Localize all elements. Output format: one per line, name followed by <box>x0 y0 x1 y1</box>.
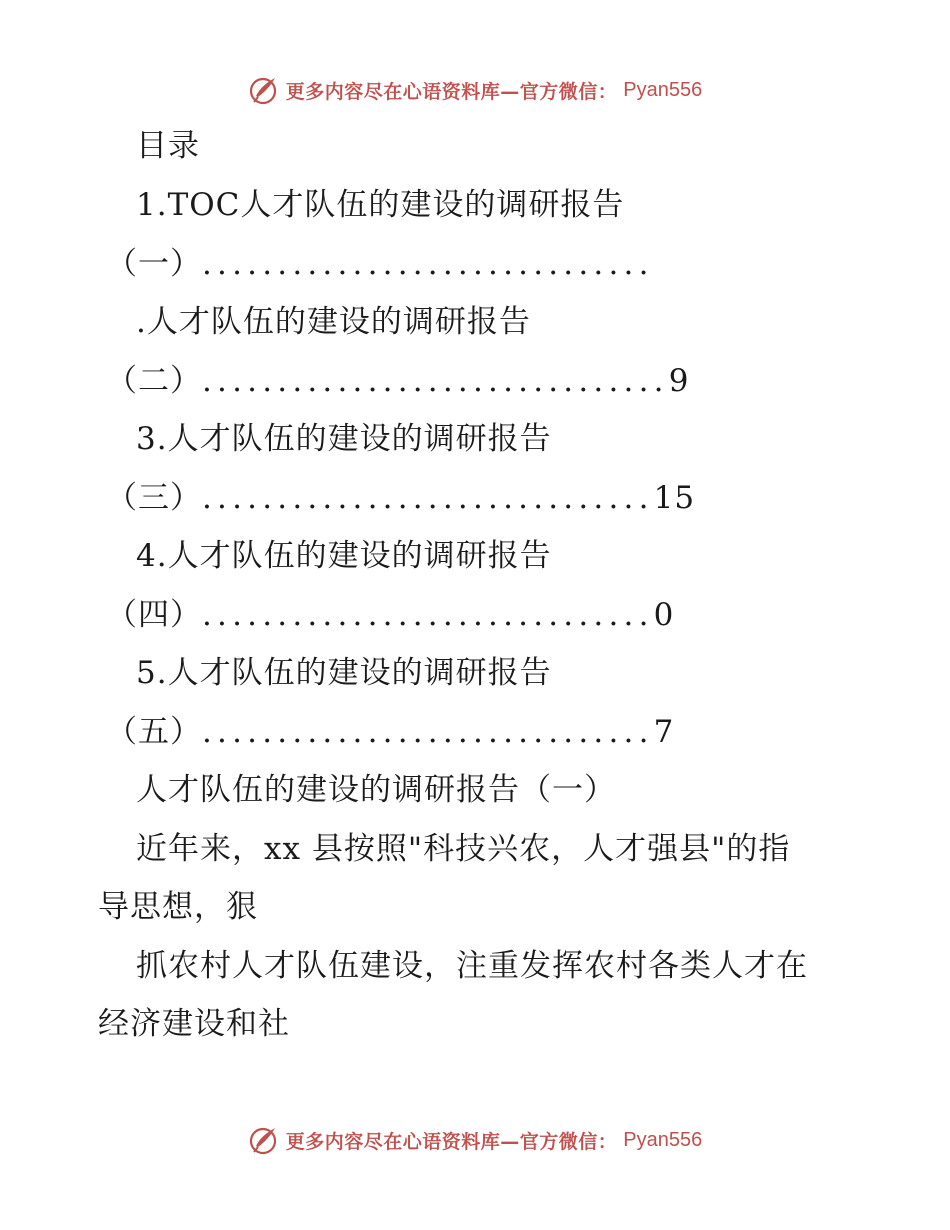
toc-entry-2-title[interactable]: .人才队伍的建设的调研报告 <box>136 304 531 340</box>
toc-entry-1-title[interactable]: 1.TOC人才队伍的建设的调研报告 <box>136 187 625 223</box>
quill-logo-icon <box>248 1124 280 1156</box>
header-banner <box>0 70 950 110</box>
quill-logo-icon <box>248 74 280 106</box>
paragraph-1-line-2: 导思想，狠 <box>98 889 258 925</box>
toc-entry-3-page: 15 <box>653 480 696 516</box>
toc-entry-4-page: 0 <box>653 597 675 633</box>
paragraph-2-line-2: 经济建设和社 <box>98 1006 290 1042</box>
toc-entry-5-title[interactable]: 5.人才队伍的建设的调研报告 <box>136 655 552 691</box>
toc-entry-4-sub: （四） <box>106 597 202 633</box>
paragraph-1-line-1: 近年来，xx 县按照"科技兴农，人才强县"的指 <box>136 831 791 867</box>
toc-entry-4-leader[interactable] <box>106 595 674 635</box>
toc-entry-2-leader[interactable] <box>106 361 689 401</box>
header-banner-text: 更多内容尽在心语资料库—官方微信： <box>285 80 618 103</box>
toc-entry-5-page: 7 <box>653 714 675 750</box>
footer-banner <box>0 1120 950 1160</box>
toc-entry-4-title[interactable]: 4.人才队伍的建设的调研报告 <box>136 538 552 574</box>
toc-entry-4-dots: .............................. <box>202 597 654 633</box>
header-wechat-id: Pyan556 <box>623 78 703 101</box>
toc-entry-5-leader[interactable] <box>106 712 674 752</box>
footer-wechat-id: Pyan556 <box>623 1128 703 1151</box>
toc-entry-3-title[interactable]: 3.人才队伍的建设的调研报告 <box>136 421 552 457</box>
toc-title: 目录 <box>136 128 200 164</box>
footer-banner-text: 更多内容尽在心语资料库—官方微信： <box>285 1130 618 1153</box>
toc-entry-1-leader[interactable] <box>106 244 654 284</box>
toc-entry-1-sub: （一） <box>106 246 202 282</box>
toc-entry-2-dots: ............................... <box>202 363 669 399</box>
toc-entry-1-dots: .............................. <box>202 246 654 282</box>
toc-entry-3-sub: （三） <box>106 480 202 516</box>
toc-entry-2-page: 9 <box>668 363 690 399</box>
toc-entry-5-sub: （五） <box>106 714 202 750</box>
paragraph-2-line-1: 抓农村人才队伍建设，注重发挥农村各类人才在 <box>136 948 808 984</box>
toc-entry-5-dots: .............................. <box>202 714 654 750</box>
toc-entry-2-sub: （二） <box>106 363 202 399</box>
toc-entry-3-dots: .............................. <box>202 480 654 516</box>
toc-entry-3-leader[interactable] <box>106 478 695 518</box>
section-heading: 人才队伍的建设的调研报告（一） <box>136 772 616 808</box>
